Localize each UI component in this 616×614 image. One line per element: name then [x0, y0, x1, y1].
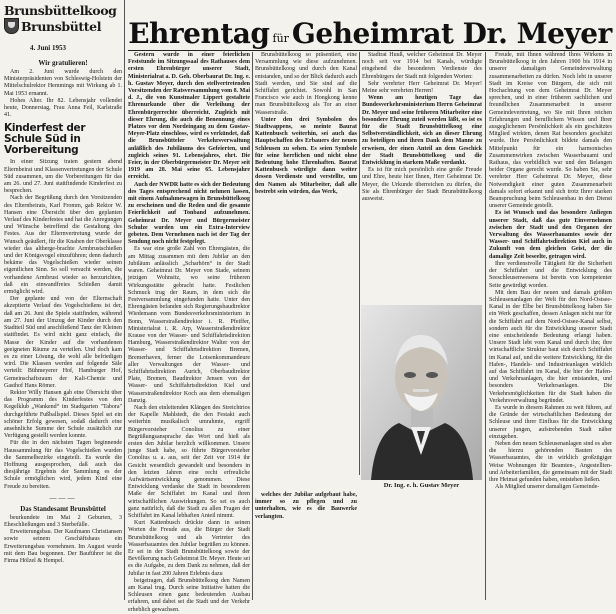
column-divider [124, 0, 125, 600]
portrait-photo [361, 305, 482, 480]
speech-paragraph: Es wurde in diesem Rahmen zu weit führen, auf die Gründe der wirtschaftlichen Bedeutung der Schleuse und ihrer Einfluss für die Entwicklung unserer jungen, aufstrebenden Stadt näher einzugehen. [489, 404, 612, 440]
article-paragraph: Unter den drei Symbolen des Stadtwappens, so meinte Baurat Kattenbusch weiterhin, sei auch das Hauptschaffen des Erbauers der neuen Schleusen zu sehen. Es seien Symbole für seine herrlichen und nicht ohne Bedeutung hohe Ehrenhaften. Baurat Kattenbusch würdigte dann weiter dessen Verdienste und verstellte, um den Namen als Mitarbeiter, daß alle bestrebt sein würden, das Werk, [255, 116, 357, 195]
registry-office-title: Das Standesamt Brunsbüttel [20, 504, 106, 513]
article-paragraph: Wenn am heutigen Tage das Bundesverkehrsministerium Herrn Geheimrat Dr. Meyer und seine früheren Mitarbeiter eine besondere Ehrung zuteil werden läßt, so ist es für die Stadt Brunsbüttelkoog eine Selbstverständlichkeit, sich an dieser Ehrung zu beteiligen und ihren Dank dem Manne zu erweisen, der einen Anteil an dem Geschick der Stadt Brunsbüttelkoog und die Entwicklung in starkem Maße verdankt. [362, 95, 482, 167]
extension-text: Erweiterungsbau. Der Kaufmann Christiansen sowie seinem Geschäftshaus ein Erweiterungsbau vornehmen. Im August wurde mit dem Bau begonnen. Der Bauführer ist die Firma Hölzel & Hempel. [4, 529, 122, 564]
kinderfest-paragraph: Nach der Begrüßung durch den Vorsitzenden des Elternbeirats, Karl Fromm, gab Rektor W. Hansen eine Übersicht über den geplanten Verlauf des Kinderfestes und hat die Anregungen und Wünsche betreffend die Gestaltung des Festes. Aus der Elternvertretung wurde der Wunsch geäußert, für die Knaben der Oberklasse wieder das altherge-brachte Armbrustschießen und der Königsvogel einzuführen; denn dadurch bekäme das Vogelschießen wieder seinen eigentlichen Sinn. So soll versucht werden, die vorhandene Armbrust wieder so herzurichten, daß ein einwandfreies Schießen damit ermöglicht wird. [4, 195, 122, 296]
masthead-line-1: Brunsbüttelkoog [4, 3, 117, 18]
speech-paragraph: Es ist Wunsch und das besondere Anliegen unserer Stadt, daß das gute Einvernehmen zwischen der Stadt und den Organen der Verwaltung des Wasserbauamtes sowie der Wasser- und Schiffahrtsdirektion Kiel auch in Zukunft von dem gleichen Geist, der die damalige Zeit beseelte, getragen wird. [489, 210, 612, 260]
article-paragraph: Stadtrat Huuß, welcher Geheimrat Dr. Meyer noch seit vor 1914 bei Kanals, würdigte eingehend die besonderen Verdienste des Ehrenbürgers der Stadt mit folgenden Worten: [362, 52, 482, 80]
article-paragraph: Auch der NWDR hatte es sich der Bedeutung des Tages entsprechend nicht nehmen lassen, mit einem Aufnahmewagen in Brunsbüttelkoog zu erscheinen und die Reden und die gesamte Feierlichkeit auf Tonband aufzunehmen. Geheimrat Dr. Meyer und Bürgermeister Schulze wurden um ein Extra-Interview gebeten. Dem Vernehmen nach ist der Tag der Sendung noch nicht festgelegt. [128, 181, 250, 246]
registry-office-text: beurkundete im Mai 2 Geburten, 3 Eheschließungen und 3 Sterbefälle. [4, 514, 122, 528]
kinderfest-title: Kinderfest der Schule Süd in Vorbereitung [4, 122, 86, 157]
old-age-text: Hohes Alter. Ihr 82. Lebensjahr vollendet heute, Donnerstag, Frau Anna Feil, Karlstraße 41. [4, 97, 122, 119]
column-main-article [128, 52, 250, 613]
issue-date: 4. Juni 1953 [30, 44, 66, 52]
article-paragraph: Sehr verehrter Herr Geheimrat Dr. Meyer! Meine sehr verehrten Herren! [362, 80, 482, 95]
article-paragraph: welches der Jubilar aufgebaut habe, immer so zu pflegen und zu unterhalten, wie es die Bauwerke verlangten. [255, 492, 357, 520]
column-divider [252, 52, 253, 600]
speech-paragraph: Ihre verdienstvolle Tätigkeit für die Sicherheit der Schiffahrt und die Entwicklung des Seeschleusenwesens ist bereits von kompetenter Seite gewürdigt worden. [489, 260, 612, 289]
headline-rule [128, 50, 612, 51]
kinderfest-paragraph: Der geplante und von der Elternschaft akzeptierte Verlauf des Vogelschießens ist der, daß am 26. Juni die Spiele stattfinden, während am 27. Juni der Umzug der Kinder durch den Stadtteil Süd und anschließend Tanz der Kleinen stattfindet. Es wird nicht ganz einfach, die Masse der Kinder auf die vorhandenen geeigneten Räume zu verteilen. Und doch kam es zu einer Lösung, die wohl alle befriedigen wird. Die Klassen werden auf folgende Säle verteilt: Bühmeyerer Hof, Hamburger Hof, Gemeinschaftsraum der Kali-Chemie und Gasthof Hans Römer. [4, 296, 122, 389]
portrait-caption: Dr. Ing. e. h. Gustav Meyer [383, 482, 460, 489]
lead-paragraph: Gestern wurde in einer feierlichen Feststunde im Sitzungssaal des Rathauses dem ersten Ehrenbürger unserer Stadt, Ministerialrat a. D. Geh. Oberbaurat Dr. Ing. e. h. Gustav Meyer, durch den stellvertretenden Vorsitzenden der Ratsversammlung vom 8. Mai d. J., die von Kunstmaler Lippert gestaltete Ehrenurkunde über die Verleihung der Ehrenbürgerrechte überreicht. Zugleich mit dieser Ehrung, die auch die Benennung eines Platzes vor dem Nordeingang zu dem Gustav-Meyer-Platz einschloss, wird es verkündet, daß die Brunsbütteler Verkehrsverwaltung anläßlich des Jubiläums des Gefeierten, und zugleich seines 91. Lebensjahres, ehrt. Die Feier, in der Oberbürgermeister Dr. Meyer seit 1919 am 28. Mai seine 65. Lebensjahre erreicht. [128, 52, 250, 181]
masthead-line-2: Brunsbüttel [21, 18, 102, 34]
headline [128, 2, 612, 48]
column-article-continued [255, 52, 357, 488]
column-article-continued-2 [362, 52, 482, 302]
speech-paragraph: Mit dem Bau der neuen und damals größten Schleusenanlagen der Welt für den Nord-Ostsee-Kanal in der Elbe bei Brunsbüttelkoog haben Sie ein Werk geschaffen, dessen Anlagen nicht nur für die Schiffahrt auf dem Nord-Ostsee-Kanal selbst, sondern auch für die Entwicklung unserer Stadt eine entscheidende Bedeutung erlangt haben. Unsere Stadt lebt vom Kanal und durch ihn; ihre wirtschaftliche Struktur baut sich durch Schiffahrt im Kanal auf, und die weitere Entwicklung, für die Hafen-, Handels- und Industrieanlagen wirklich auf das Schiffahrt im Kanal, die hier der Hafen- und Verkehrsanlagen, die hier entstanden, und besonders Verkehrsanlagen. Die Verkehrsmöglichkeiten für die Stadt haben die Verkehrsverwaltung begründet. [489, 289, 612, 404]
kinderfest-paragraph: Rektor Willy Hansen gab eine Übersicht über das Programm des Kinderfestes von den Kegelklub „Wankend“ im Stadtgarten "Tabora" durchgeführte Fußballspiel. Dieses Spiel sei ein schöner Erfolg gewesen, sodaß dadurch eine ansehnliche Summe der Schule zusätzlich zur Verfügung gestellt werden konnte. [4, 389, 122, 440]
speech-paragraph: Als Mitglied unserer damaligen Gemeinde- [495, 484, 600, 491]
separator: ——— [49, 493, 77, 502]
article-paragraph: Brunsbüttelkoog so präsentiert, eine Versammlung wie diese aufzunehmen. Brunsbüttelkoog und durch den Kanal entstanden, und so der Blick dadurch auch Stadt werden, und Sie sind auf die Schiffahrt gerichtet. Sowohl in San Francisco wie auch in Hongkong kenne man Brunsbüttelkoog als Tor an einer Wasserstraße. [255, 52, 357, 116]
kinderfest-paragraph: In einer Sitzung traten gestern abend Elternbeirat und Klassenvertretungen der Schule Süd zusammen, um die Vorbereitungen für das am 26. und 27. Juni stattfindende Kinderfest zu besprechen. [4, 159, 122, 195]
speech-paragraph: Neben den neuen Schleusenanlagen sind es aber die hierzu gehörenden Bauten des Wasserbauamtes, die in wirklich großzügiger Weise Wohnungen für Beamten-, Angestellten- und Arbeiterfamilien, die gemeinsam mit der Stadt ihre Heimat gefunden haben, entstehen ließen. [489, 440, 612, 483]
article-paragraph: Es war eine große Zahl von Ehrengästen, die am Mittag zusammen mit dem Jubilar an den Jubiläum anlässlich „Scharhörn“ in der Stadt waren. Geheimrat Dr. Meyer von Stade, seinem jetzigen Wohnsitz, wo seine früheren Wirkungsstätte gebracht hatte. Festlichen Schmuck trug der Raum, in dem sich die Festversammlung eingefunden hatte. Unter den Ehrengästen befanden sich Regierungsbaudirektor Wiedemann vom Bundesverkehrsministerium in Bonn, Wasserstraßendirektor i. R. Pfeiffer, Ministerialrat i. R. Arp, Wasserstraßendirektor Krause von der Wasser- und Schiffahrtsdirektion Hamburg, Wasserstraßendirektor Walter von der Wasser- und Schiffahrtsdirektion Bremen, Bremerhaven, ferner die Lotsenkommandeure aller Verwaltungen der Wasser- und Schiffahrtsdirektion Aurich, Oberbaudirektor Plate, Bremen, Baudirektor Jensen von der Wasser- und Schiffahrtsdirektion Kiel und Wasserstraßendirektor Koch aus dem ehemaligen Danzig. [128, 246, 250, 404]
portrait-image [361, 305, 482, 480]
article-paragraph: beigetragen, daß Brunsbüttelkoog den Namen am Kanal trug. Durch seine Initiative hatten die Schleusen einen ganz bedeutenden Ausbau erfahren, und dabei sei die Stadt und der Verkehr erheblich gewachsen. [128, 577, 250, 613]
headline-connector: für [272, 32, 289, 45]
congratulations-title: Wir gratulieren! [38, 59, 88, 67]
column-lower-left [255, 492, 357, 521]
article-paragraph: Kurt Kattenbusch drückte dann in seinen Worten die Freude aus, die Bürger der Stadt Brunsbüttelkoog und als Vertreter des Wasserbauamtes den Jubilar begrüßen zu können. Er sei in der Stadt Brunsbüttelkoog sowie der Bevölkerung nach Geheimrat Dr. Meyer. Heute sei es die Aufgabe, zu dem Dank zu nehmen, daß der Jubilar in fast 200 Jahren Erlebnis dazu [128, 520, 250, 577]
kinderfest-paragraph: Für die in den nächsten Tagen beginnende Haussammlung für das Vogelschießen wurden die Sammelbezirke eingeteilt. Es wurde die Hoffnung ausgesprochen, daß auch das diesjährige Ergebnis der Sammlung es der Schule ermöglichen wird, jedem Kind eine Freude zu bereiten. [4, 440, 122, 490]
article-paragraph: Nach den einleitenden Klängen des Streichtrios der Kapelle Mahlstedt, die den Festakt auch weiterhin musikalisch umrahmte, ergriff Bürgervorsteher Conolius zu einer Begrüßungsansprache das Wort und hieß als ersten den Jubilar herzlich willkommen. Unsere junge Stadt habe, so führte Bürgervorsteher Conolius u. a. aus, seit der Zeit vor 1914 ihr Gesicht wesentlich gewandelt und besonders in den letzten Jahren eine recht erfreuliche Aufwärtsentwicklung genommen. Diese Entwicklung verdanke die Stadt in besonderem Maße der Schiffahrt im Kanal und ihren wirtschaftlichen Auswirkungen. So sei es auch ganz natürlich, daß die Stadt zu allen Fragen der Schiffahrt im Kanal lebhaften Anteil nimmt. [128, 404, 250, 519]
headline-part-1: Ehrentag [128, 17, 270, 50]
congratulations-text: Am 2. Juni wurde durch den Ministerpräsidenten von Schleswig-Holstein der Mittelschulrektor Hemmings mit Wirkung ab 1. Mai 1953 ernannt. [4, 69, 122, 97]
column-divider [359, 52, 360, 475]
speech-paragraph: Freude, mit Ihnen während Ihres Wirkens in Brunsbüttelkoog in den Jahren 1900 bis 1914 in unserer damaligen Gemeindeverwaltung zusammenarbeiten zu dürfen. Noch lebt in unserer Stadt im Kreise von Bürgern, die sich mit Hochachtung von dem Geheimrat Dr. Meyer sprechen, und in einer früheren sachlichen und freundlichen Zusammenarbeit in unserer Gemeindevertretung, wo Sie mit Ihren reichen Erfahrungen und beruflichem Wissen und Ihrer ausgeglichenen Persönlichkeit als ein geschätztes Mitglied wirkten, denen Rat besonders geschätzt wurde. Ihre Persönlichkeit bildete damals den Mittelpunkt für ein harmonisches Zusammenwirken zwischen Wasserbauamt und Rathaus, das vorbildlich war und den Belangen beider Organe gerecht wurde. So haben Sie, sehr verehrter Herr Geheimrat Dr. Meyer, diese Notwendigkeit einer guten Zusammenarbeit damals sofort erkannt und sich trotz Ihrer starken Beanspruchung beim Schleusenbau in den Dienst unserer Gemeinde gestellt. [489, 52, 612, 210]
column-divider [485, 52, 486, 600]
column-local-news [4, 0, 122, 600]
article-paragraph: Es ist für mich persönlich eine große Freude und Ehre, heute hier Ihnen, Herr Geheimrat Dr. Meyer, die Urkunde überreichen zu dürfen, die Sie als Ehrenbürger der Stadt Brunsbüttelkoog ausweist. [362, 167, 482, 203]
headline-part-2: Geheimrat Dr. Meyer [291, 17, 612, 50]
column-speech [489, 52, 612, 600]
